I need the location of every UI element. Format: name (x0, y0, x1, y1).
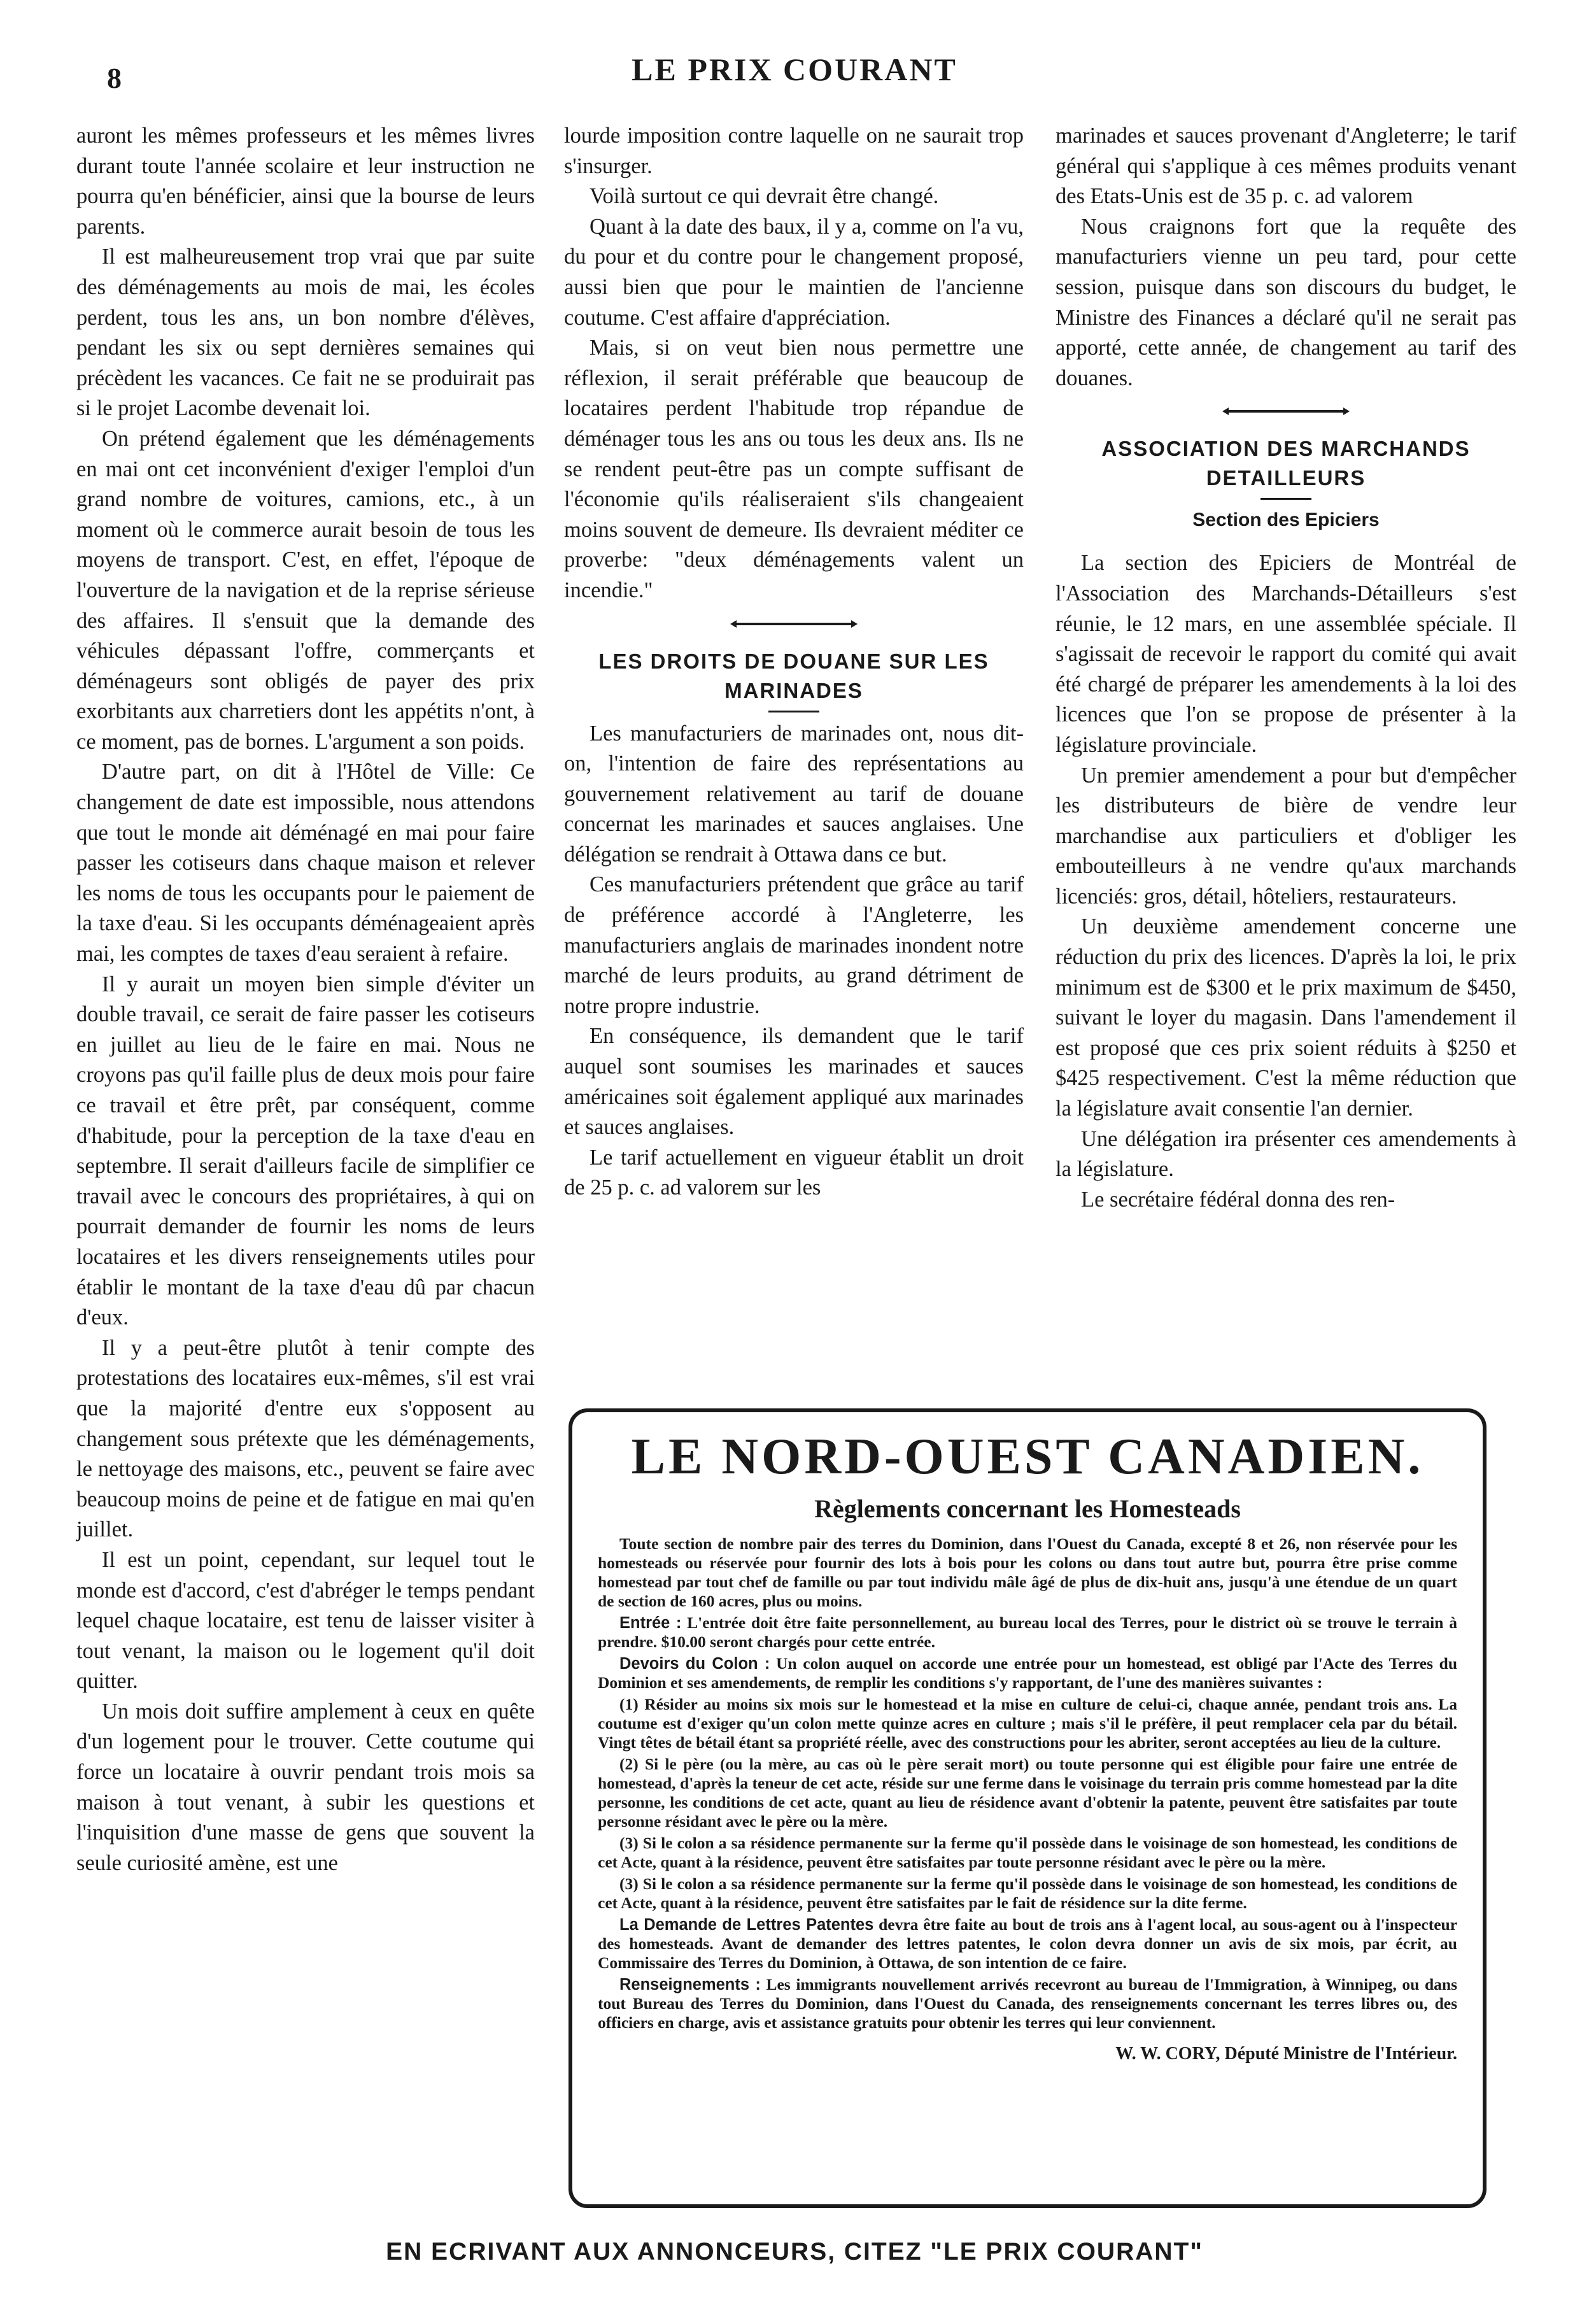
column-3-paragraph: Le secrétaire fédéral donna des ren- (1081, 1187, 1395, 1212)
column-3-paragraph: Un premier amendement a pour but d'empêcher les distributeurs de bière de vendre leur marchandise aux particuliers et d'obliger les embouteilleurs à ne vendre qu'aux marchands licenciés: gros, détail, hôteliers, restaurateurs. (1056, 763, 1516, 909)
column-2-paragraph: Voilà surtout ce qui devrait être changé. (590, 184, 939, 209)
ad-devoirs-text: Un colon auquel on accorde une entrée pour un homestead, est obligé par l'Acte des Terres du Dominion et ses amendements, de remplir les conditions s'y rapportant, de l'une des manières suivantes : (598, 1654, 1457, 1692)
column-1 (76, 121, 535, 1878)
section-heading-association: ASSOCIATION DES MARCHANDS DETAILLEURS (1101, 437, 1471, 490)
section-divider (1229, 410, 1343, 413)
column-3-paragraph: Un deuxième amendement concerne une réduction du prix des licences. D'après la loi, le prix minimum est de $300 et le prix maximum de $450, suivant le loyer du magasin. Dans l'amendement il est proposé que ces prix soient réduits à $250 et $425 respectivement. C'est la même réduction que la législature avait consentie l'an dernier. (1056, 914, 1516, 1121)
column-2-paragraph: Quant à la date des baux, il y a, comme on l'a vu, du pour et du contre pour le changement proposé, aussi bien que pour le maintien de l'ancienne coutume. C'est affaire d'appréciation. (564, 214, 1024, 330)
ad-devoirs (598, 1654, 1457, 1692)
column-2-paragraph: Le tarif actuellement en vigueur établit un droit de 25 p. c. ad valorem sur les (564, 1145, 1024, 1200)
heading-rule (1261, 498, 1311, 500)
heading-rule (768, 711, 819, 712)
ad-item-2: (2) Si le père (ou la mère, au cas où le père serait mort) ou toute personne qui est éligible pour faire une entrée de homestead, d'après la teneur de cet acte, réside sur une ferme dans le voisinage du terrain pris comme homestead par la dite personne, les conditions de cet acte, quant au lieu de résidence avant d'obtenir la patente, peuvent être satisfaites par toute personne résidant avec le père ou la mère. (598, 1755, 1457, 1831)
column-1-paragraph: Un mois doit suffire amplement à ceux en quête d'un logement pour le trouver. Cette coutume qui force un locataire à ouvrir pendant trois mois sa maison à tout venant, à subir les questions et l'inquisition d'une masse de gens que souvent la seule curiosité amène, est une (76, 1699, 535, 1875)
column-1-paragraph: Il est malheureusement trop vrai que par suite des déménagements au mois de mai, les écoles perdent, tous les ans, un bon nombre d'élèves, pendant les six ou sept dernières semaines qui précèdent les vacances. Ce fait ne se produirait pas si le projet Lacombe devenait loi. (76, 244, 535, 421)
ad-renseignements (598, 1975, 1457, 2032)
masthead-title: LE PRIX COURANT (632, 52, 957, 87)
column-3-paragraph: Une délégation ira présenter ces amendements à la législature. (1056, 1126, 1516, 1182)
ad-patentes (598, 1915, 1457, 1973)
ad-signature: W. W. CORY, Député Ministre de l'Intérieur. (1115, 2044, 1457, 2064)
column-2-paragraph: En conséquence, ils demandent que le tarif auquel sont soumises les marinades et sauces américaines soit également appliqué aux marinades et sauces anglaises. (564, 1024, 1024, 1140)
column-2-paragraph: Les manufacturiers de marinades ont, nous dit-on, l'intention de faire des représentations au gouvernement relativement au tarif de douane concernat les marinades et sauces anglaises. Une délégation se rendrait à Ottawa dans ce but. (564, 721, 1024, 867)
ad-title: LE NORD-OUEST CANADIEN. (631, 1429, 1424, 1485)
ad-item-3b: (3) Si le colon a sa résidence permanente sur la ferme qu'il possède dans le voisinage de son homestead, les conditions de cet Acte, quant à la résidence, peuvent être satisfaites par le fait de résidence sur la dite ferme. (598, 1874, 1457, 1912)
ad-patentes-label: La Demande de Lettres Patentes (619, 1916, 874, 1934)
ad-entree-text: L'entrée doit être faite personnellement, au bureau local des Terres, pour le district où se trouve le terrain à prendre. $10.00 seront chargés pour cette entrée. (598, 1613, 1457, 1651)
ad-subtitle: Règlements concernant les Homesteads (814, 1494, 1241, 1523)
column-3 (1056, 121, 1516, 1215)
column-1-paragraph: D'autre part, on dit à l'Hôtel de Ville: Ce changement de date est impossible, nous attendons que tout le monde ait déménagé en mai pour faire passer les cotiseurs dans chaque maison et relever les noms de tous les occupants pour le paiement de la taxe d'eau. Si les occupants déménageaient après mai, les comptes de taxes d'eau seraient à refaire. (76, 760, 535, 967)
section-subheading-epiciers: Section des Epiciers (1192, 509, 1380, 531)
ad-patentes-text: devra être faite au bout de trois ans à l'agent local, au sous-agent ou à l'inspecteur des homesteads. Avant de demander des lettres patentes, le colon devra donner un avis de six mois, par écrit, au Commissaire des Terres du Dominion, à Ottawa, de son intention de ce faire. (598, 1915, 1458, 1972)
column-3-paragraph: La section des Epiciers de Montréal de l'Association des Marchands-Détailleurs s'est réunie, le 12 mars, en une assemblée spéciale. Il s'agissait de recevoir le rapport du comité qui avait été chargé de préparer les amendements à la loi des licences que l'on se propose de présenter à la législature provinciale. (1056, 551, 1516, 757)
column-2-paragraph: lourde imposition contre laquelle on ne saurait trop s'insurger. (564, 124, 1024, 178)
ad-item-1: (1) Résider au moins six mois sur le homestead et la mise en culture de celui-ci, chaque année, pendant trois ans. La coutume est d'exiger qu'un colon mette quinze acres en culture ; mais s'il le préfère, il peut remplacer cela par du bétail. Vingt têtes de bétail étant sa propriété réelle, avec des constructions pour les abriter, seront acceptées au lieu de la culture. (598, 1695, 1457, 1752)
ad-item-3a: (3) Si le colon a sa résidence permanente sur la ferme qu'il possède dans le voisinage de son homestead, les conditions de cet Acte, quant à la résidence, peuvent être satisfaites par toute personne résidant avec le père ou la mère. (598, 1834, 1457, 1871)
column-1-paragraph: auront les mêmes professeurs et les mêmes livres durant toute l'année scolaire et leur instruction ne pourra qu'en bénéficier, ainsi que la bourse de leurs parents. (76, 124, 535, 239)
ad-body (598, 1534, 1457, 2032)
ad-renseignements-label: Renseignements : (619, 1976, 761, 1994)
column-2-paragraph: Mais, si on veut bien nous permettre une réflexion, il serait préférable que beaucoup de locataires perdent l'habitude trop répandue de déménager tous les ans ou tous les deux ans. Ils ne se rendent peut-être pas un compte suffisant de l'économie qu'ils réaliseraient s'ils changeaient moins souvent de demeure. Ils devraient méditer ce proverbe: "deux déménagements valent un incendie." (564, 336, 1024, 602)
column-1-paragraph: Il est un point, cependant, sur lequel tout le monde est d'accord, c'est d'abréger le temps pendant lequel chaque locataire, est tenu de laisser visiter à tout venant, la maison ou le logement qu'il doit quitter. (76, 1547, 535, 1694)
ad-entree-label: Entrée : (619, 1614, 682, 1632)
ad-intro: Toute section de nombre pair des terres du Dominion, dans l'Ouest du Canada, excepté 8 et 26, non réservée pour les homesteads ou réservée pour fournir des lots à bois pour les colons ou dans tout autre but, pourra être prise comme homestead par tout chef de famille ou par tout individu mâle âgé de plus de dix-huit ans, jusqu'à une étendue de un quart de section de 160 acres, plus ou moins. (598, 1534, 1457, 1610)
column-1-paragraph: On prétend également que les déménagements en mai ont cet inconvénient d'exiger l'emploi d'un grand nombre de voitures, camions, etc., à un moment où le commerce aurait besoin de tous les moyens de transport. C'est, en effet, l'époque de l'ouverture de la navigation et de la reprise sérieuse des affaires. Il s'ensuit que la demande des véhicules dépassant l'offre, commerçants et déménageurs sont obligés de payer des prix exorbitants aux charretiers dont les appétits n'ont, à ce moment, pas de bornes. L'argument a son poids. (76, 426, 535, 754)
ad-devoirs-label: Devoirs du Colon : (619, 1655, 770, 1673)
ad-entree (598, 1613, 1457, 1652)
column-3-paragraph: Nous craignons fort que la requête des manufacturiers vienne un peu tard, pour cette session, puisque dans son discours du budget, le Ministre des Finances a déclaré qu'il ne serait pas apporté, cette année, de changement au tarif des douanes. (1056, 214, 1516, 390)
page-number: 8 (107, 62, 122, 94)
column-3-paragraph: marinades et sauces provenant d'Angleterre; le tarif général qui s'applique à ces mêmes produits venant des Etats-Unis est de 35 p. c. ad valorem (1056, 124, 1516, 209)
homestead-advertisement (569, 1408, 1487, 2208)
footer-notice: EN ECRIVANT AUX ANNONCEURS, CITEZ "LE PRIX COURANT" (386, 2238, 1203, 2265)
ad-renseignements-text: Les immigrants nouvellement arrivés recevront au bureau de l'Immigration, à Winnipeg, ou dans tout Bureau des Terres du Dominion, dans l'Ouest du Canada, des renseignements concernant les terres libres ou, des officiers en charge, avis et assistance gratuits pour obtenir les terres qui leur conviennent. (598, 1975, 1458, 2032)
section-heading-douane: LES DROITS DE DOUANE SUR LES MARINADES (598, 649, 989, 702)
column-2 (564, 121, 1024, 1203)
column-1-paragraph: Il y aurait un moyen bien simple d'éviter un double travail, ce serait de faire passer les cotiseurs en juillet au lieu de le faire en mai. Nous ne croyons pas qu'il faille plus de deux mois pour faire ce travail et être prêt, par conséquent, comme d'habitude, pour la perception de la taxe d'eau en septembre. Il serait d'ailleurs facile de simplifier ce travail avec le concours des propriétaires, à qui on pourrait demander de fournir les noms de leurs locataires et les divers renseignements utiles pour établir le montant de la taxe d'eau dû par chacun d'eux. (76, 972, 535, 1330)
section-divider (737, 623, 851, 625)
column-1-paragraph: Il y a peut-être plutôt à tenir compte des protestations des locataires eux-mêmes, s'il est vrai que la majorité d'entre eux s'opposent au changement sous prétexte que les déménagements, le nettoyage des maisons, etc., peuvent se faire avec beaucoup moins de peine et de fatigue en mai qu'en juillet. (76, 1335, 535, 1542)
column-2-paragraph: Ces manufacturiers prétendent que grâce au tarif de préférence accordé à l'Angleterre, les manufacturiers anglais de marinades inondent notre marché de leurs produits, au grand détriment de notre propre industrie. (564, 872, 1024, 1018)
